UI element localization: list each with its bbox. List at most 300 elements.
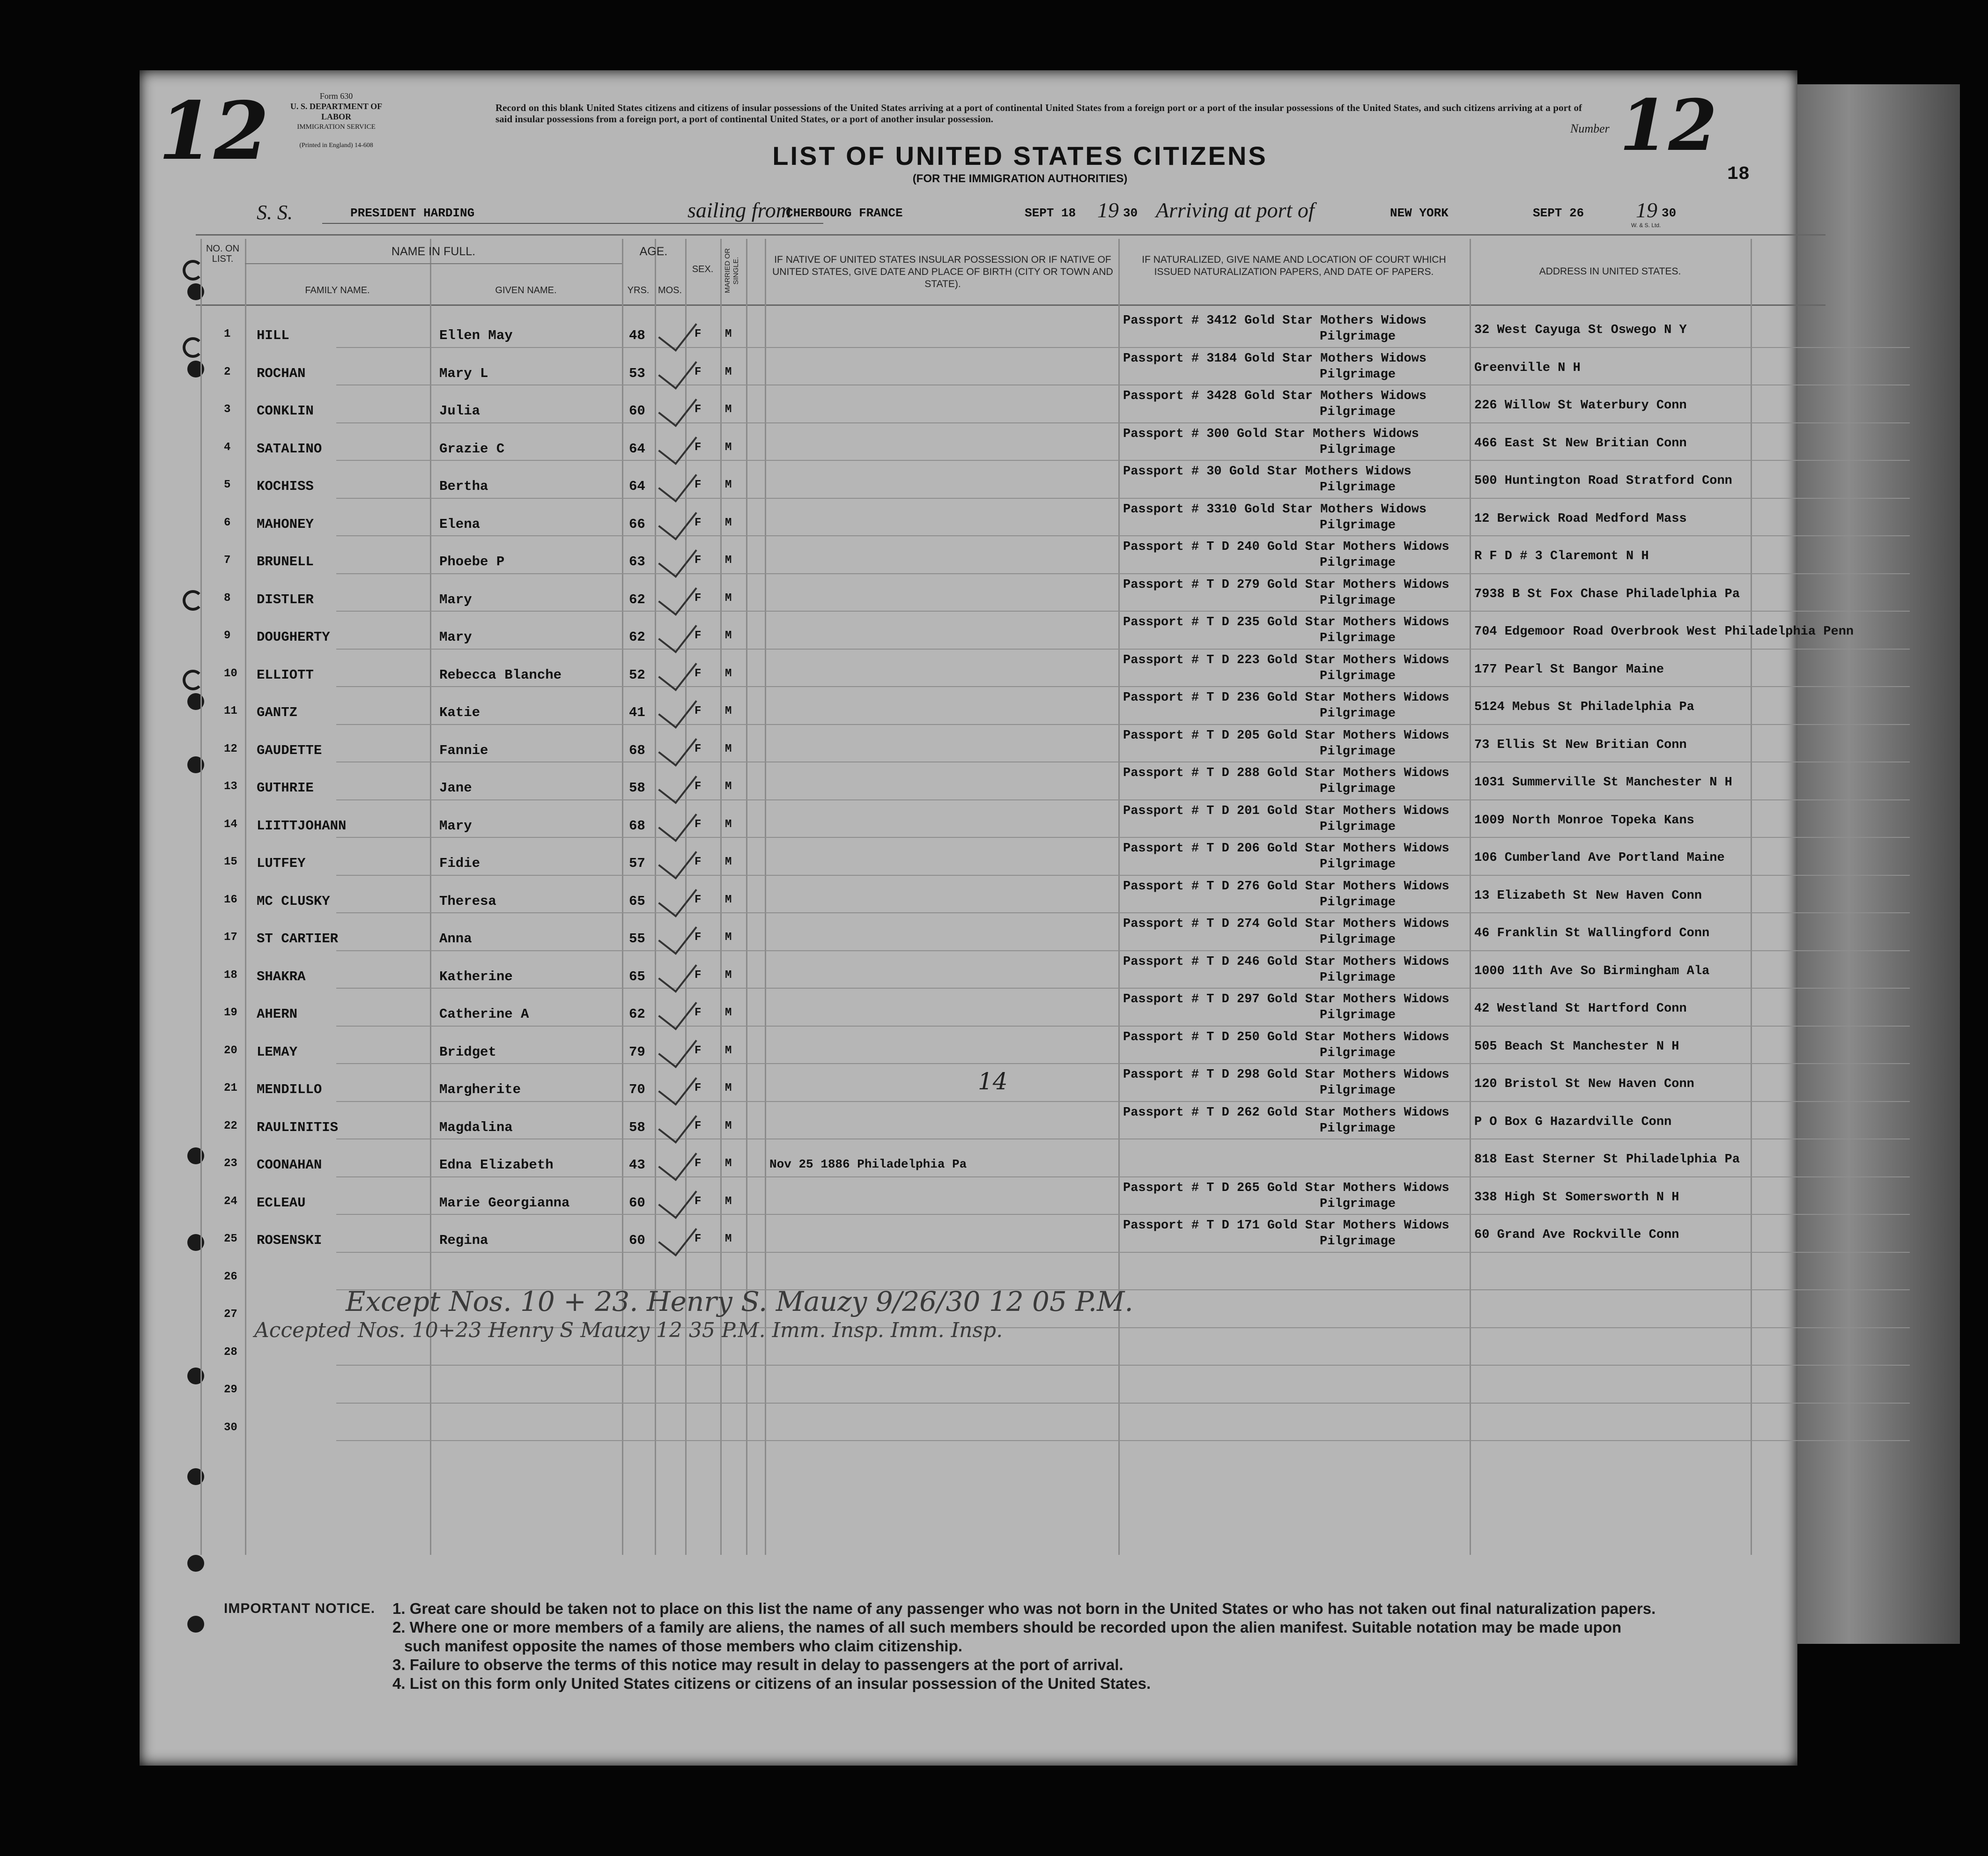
sex: F	[695, 1006, 702, 1019]
checkmark-icon	[658, 876, 697, 917]
arrival-port: NEW YORK	[1390, 206, 1449, 220]
sex: F	[695, 742, 702, 755]
pilgrimage-line: Pilgrimage	[1320, 405, 1396, 419]
family-name: GAUDETTE	[257, 742, 322, 758]
sex: F	[695, 1157, 702, 1170]
row-line	[336, 1214, 1910, 1215]
col-line	[720, 239, 722, 1555]
notice-item-4: 4. List on this form only United States citizens or citizens of an insular possession of the United States.	[392, 1675, 1151, 1692]
family-name: MAHONEY	[257, 516, 314, 532]
form-service: IMMIGRATION SERVICE	[297, 123, 376, 131]
given-name: Bridget	[439, 1044, 496, 1060]
sex: F	[695, 554, 702, 567]
age-years: 64	[629, 441, 645, 457]
given-name: Mary L	[439, 365, 488, 381]
passport-line: Passport # T D 288 Gold Star Mothers Widows	[1123, 766, 1449, 780]
row-number: 25	[224, 1233, 237, 1245]
row-number: 30	[224, 1421, 237, 1434]
pilgrimage-line: Pilgrimage	[1320, 481, 1396, 495]
family-name: BRUNELL	[257, 554, 314, 569]
form-department: U. S. DEPARTMENT OF LABOR	[290, 102, 383, 121]
passport-line: Passport # T D 240 Gold Star Mothers Widows	[1123, 540, 1449, 554]
sex: F	[695, 856, 702, 868]
age-years: 66	[629, 516, 645, 532]
address: 32 West Cayuga St Oswego N Y	[1474, 323, 1687, 337]
row-line	[336, 912, 1910, 913]
sex: F	[695, 441, 702, 454]
checkmark-icon	[658, 575, 697, 616]
sex: F	[695, 893, 702, 906]
address: P O Box G Hazardville Conn	[1474, 1115, 1672, 1129]
col-line	[1470, 239, 1471, 1555]
passport-line: Passport # T D 297 Gold Star Mothers Widows	[1123, 992, 1449, 1006]
row-line	[336, 686, 1910, 687]
passport-line: Passport # T D 223 Gold Star Mothers Widows	[1123, 653, 1449, 667]
family-name: HILL	[257, 328, 289, 343]
passport-line: Passport # T D 250 Gold Star Mothers Widows	[1123, 1030, 1449, 1044]
row-number: 1	[224, 328, 231, 340]
row-number: 28	[224, 1346, 237, 1359]
pilgrimage-line: Pilgrimage	[1320, 820, 1396, 834]
col-line	[765, 239, 766, 1555]
form-instruction: Record on this blank United States citizens and citizens of insular possessions of the United States arriving at a port of continental United States from a foreign port or a port of the insular possessions of the United States, and such citizens arriving at a port of said insular possessions from a foreign port, a port of continental United States, or a port of another insular possession.	[495, 102, 1582, 125]
marital-status: M	[725, 516, 732, 529]
address: 177 Pearl St Bangor Maine	[1474, 662, 1664, 677]
family-name: LIITTJOHANN	[257, 818, 347, 834]
ship-underline	[322, 223, 823, 224]
sex: F	[695, 403, 702, 416]
col-header-given: GIVEN NAME.	[495, 285, 557, 296]
row-number: 19	[224, 1006, 237, 1019]
sex: F	[695, 516, 702, 529]
notice-title: IMPORTANT NOTICE.	[224, 1601, 376, 1616]
family-name: ROSENSKI	[257, 1233, 322, 1248]
given-name: Marie Georgianna	[439, 1195, 570, 1211]
family-name: SATALINO	[257, 441, 322, 457]
age-years: 79	[629, 1044, 645, 1060]
address: 46 Franklin St Wallingford Conn	[1474, 926, 1710, 940]
checkmark-icon	[658, 763, 697, 804]
departure-port: CHERBOURG FRANCE	[786, 206, 903, 220]
sex: F	[695, 705, 702, 717]
pilgrimage-line: Pilgrimage	[1320, 1046, 1396, 1060]
row-number: 10	[224, 667, 237, 680]
pilgrimage-line: Pilgrimage	[1320, 1235, 1396, 1249]
checkmark-icon	[658, 989, 697, 1030]
family-name: ELLIOTT	[257, 667, 314, 683]
passport-line: Passport # T D 235 Gold Star Mothers Widows	[1123, 615, 1449, 629]
given-name: Magdalina	[439, 1119, 513, 1135]
address: 500 Huntington Road Stratford Conn	[1474, 474, 1732, 488]
row-number: 2	[224, 365, 231, 378]
passport-line: Passport # T D 276 Gold Star Mothers Widows	[1123, 879, 1449, 894]
address: 73 Ellis St New Britian Conn	[1474, 738, 1687, 752]
address: 42 Westland St Hartford Conn	[1474, 1002, 1687, 1016]
col-header-sex: SEX.	[692, 264, 714, 274]
passport-line: Passport # 3184 Gold Star Mothers Widows	[1123, 351, 1427, 366]
sex: F	[695, 365, 702, 378]
col-header-age: AGE.	[639, 245, 668, 258]
col-header-naturalized: IF NATURALIZED, GIVE NAME AND LOCATION OF COURT WHICH ISSUED NATURALIZATION PAPERS, AND DATE OF PAPERS.	[1142, 254, 1446, 277]
pilgrimage-line: Pilgrimage	[1320, 970, 1396, 985]
passport-line: Passport # 3412 Gold Star Mothers Widows	[1123, 314, 1427, 328]
row-line	[336, 573, 1910, 574]
row-number: 26	[224, 1270, 237, 1283]
address: 120 Bristol St New Haven Conn	[1474, 1077, 1694, 1091]
passport-line: Passport # T D 262 Gold Star Mothers Widows	[1123, 1105, 1449, 1120]
marital-status: M	[725, 592, 732, 605]
family-name: MC CLUSKY	[257, 893, 330, 909]
pilgrimage-line: Pilgrimage	[1320, 669, 1396, 683]
checkmark-icon	[658, 801, 697, 842]
sex: F	[695, 479, 702, 491]
given-name: Grazie C	[439, 441, 505, 457]
age-years: 41	[629, 705, 645, 720]
sex: F	[695, 818, 702, 831]
row-line	[336, 875, 1910, 876]
sex: F	[695, 1233, 702, 1245]
pilgrimage-line: Pilgrimage	[1320, 1197, 1396, 1211]
given-name: Ellen May	[439, 328, 513, 343]
departure-year: 30	[1123, 206, 1138, 220]
age-years: 52	[629, 667, 645, 683]
passport-line: Passport # T D 274 Gold Star Mothers Widows	[1123, 917, 1449, 931]
checkmark-icon	[658, 386, 697, 427]
col-header-family: FAMILY NAME.	[305, 285, 370, 296]
marital-status: M	[725, 554, 732, 567]
age-years: 62	[629, 1006, 645, 1022]
checkmark-icon	[658, 1178, 697, 1219]
age-years: 64	[629, 479, 645, 494]
row-number: 5	[224, 479, 231, 491]
given-name: Fidie	[439, 856, 480, 871]
ship-name: PRESIDENT HARDING	[350, 206, 475, 220]
marital-status: M	[725, 742, 732, 755]
family-name: GUTHRIE	[257, 780, 314, 796]
given-name: Theresa	[439, 893, 496, 909]
row-line	[336, 950, 1910, 951]
pilgrimage-line: Pilgrimage	[1320, 1121, 1396, 1136]
sex: F	[695, 1119, 702, 1132]
row-number: 4	[224, 441, 231, 454]
col-line	[622, 239, 623, 1555]
passport-line: Passport # T D 171 Gold Star Mothers Widows	[1123, 1219, 1449, 1233]
address: 818 East Sterner St Philadelphia Pa	[1474, 1153, 1740, 1167]
passport-line: Passport # T D 265 Gold Star Mothers Widows	[1123, 1181, 1449, 1195]
marital-status: M	[725, 969, 732, 982]
notice-item-2: 2. Where one or more members of a family are aliens, the names of all such members should be recorded upon the alien manifest. Suitable notation may be made upon	[392, 1619, 1622, 1636]
age-years: 62	[629, 629, 645, 645]
marital-status: M	[725, 1233, 732, 1245]
family-name: AHERN	[257, 1006, 298, 1022]
address: 226 Willow St Waterbury Conn	[1474, 399, 1687, 413]
row-line	[336, 422, 1910, 423]
age-years: 60	[629, 1195, 645, 1211]
passport-line: Passport # 3428 Gold Star Mothers Widows	[1123, 389, 1427, 403]
pilgrimage-line: Pilgrimage	[1320, 631, 1396, 645]
family-name: KOCHISS	[257, 479, 314, 494]
row-number: 17	[224, 931, 237, 944]
exception-note: Except Nos. 10 + 23. Henry S. Mauzy 9/26/30 12 05 P.M.	[346, 1286, 1133, 1317]
age-years: 60	[629, 403, 645, 419]
pilgrimage-line: Pilgrimage	[1320, 707, 1396, 721]
pilgrimage-line: Pilgrimage	[1320, 443, 1396, 457]
given-name: Mary	[439, 629, 472, 645]
address: Greenville N H	[1474, 361, 1581, 375]
family-name: CONKLIN	[257, 403, 314, 419]
given-name: Margherite	[439, 1082, 521, 1097]
passport-line: Passport # 30 Gold Star Mothers Widows	[1123, 465, 1412, 479]
row-number: 18	[224, 969, 237, 982]
acceptance-note: Accepted Nos. 10+23 Henry S Mauzy 12 35 P.M. Imm. Insp. Imm. Insp.	[254, 1318, 1003, 1342]
checkmark-icon	[658, 650, 697, 691]
number-label: Number	[1570, 122, 1610, 135]
family-name: MENDILLO	[257, 1082, 322, 1097]
marital-status: M	[725, 818, 732, 831]
col-header-married: MARRIED OR SINGLE.	[724, 248, 740, 293]
row-number: 29	[224, 1383, 237, 1396]
address: 466 East St New Britian Conn	[1474, 436, 1687, 451]
address: 1009 North Monroe Topeka Kans	[1474, 813, 1694, 828]
marital-status: M	[725, 365, 732, 378]
row-line	[336, 498, 1910, 499]
row-number: 9	[224, 629, 231, 642]
row-line	[336, 1026, 1910, 1027]
pilgrimage-line: Pilgrimage	[1320, 556, 1396, 570]
col-header-name: NAME IN FULL.	[391, 245, 476, 258]
pilgrimage-line: Pilgrimage	[1320, 858, 1396, 872]
address: 505 Beach St Manchester N H	[1474, 1039, 1679, 1054]
age-years: 65	[629, 969, 645, 984]
row-number: 23	[224, 1157, 237, 1170]
marital-status: M	[725, 1082, 732, 1094]
marital-status: M	[725, 780, 732, 793]
checkmark-icon	[658, 1140, 697, 1181]
row-line	[336, 837, 1910, 838]
marital-status: M	[725, 1119, 732, 1132]
departure-date: SEPT 18	[1025, 206, 1076, 220]
checkmark-icon	[658, 348, 697, 390]
address: 13 Elizabeth St New Haven Conn	[1474, 888, 1702, 903]
given-name: Fannie	[439, 742, 488, 758]
row-line	[336, 611, 1910, 612]
notice-item-3: 3. Failure to observe the terms of this notice may result in delay to passengers at the port of arrival.	[392, 1656, 1123, 1673]
age-years: 43	[629, 1157, 645, 1173]
marital-status: M	[725, 328, 732, 340]
address: R F D # 3 Claremont N H	[1474, 549, 1649, 563]
row-number: 12	[224, 742, 237, 755]
birth-info: Nov 25 1886 Philadelphia Pa	[769, 1157, 967, 1171]
address: 704 Edgemoor Road Overbrook West Philadelphia Penn	[1474, 625, 1854, 639]
address: 7938 B St Fox Chase Philadelphia Pa	[1474, 587, 1740, 601]
age-years: 62	[629, 592, 645, 607]
row-line	[336, 347, 1910, 348]
row-number: 14	[224, 818, 237, 831]
checkmark-icon	[658, 612, 697, 653]
sex: F	[695, 667, 702, 680]
given-name: Elena	[439, 516, 480, 532]
address: 60 Grand Ave Rockville Conn	[1474, 1228, 1679, 1242]
col-header-mos: MOS.	[658, 285, 682, 296]
marital-status: M	[725, 705, 732, 717]
age-years: 60	[629, 1233, 645, 1248]
age-years: 57	[629, 856, 645, 871]
sex: F	[695, 931, 702, 944]
col-header-address: ADDRESS IN UNITED STATES.	[1539, 266, 1681, 277]
address: 1000 11th Ave So Birmingham Ala	[1474, 964, 1710, 978]
page-subtitle: (FOR THE IMMIGRATION AUTHORITIES)	[912, 172, 1128, 185]
marital-status: M	[725, 629, 732, 642]
row-line	[336, 1365, 1910, 1366]
pilgrimage-line: Pilgrimage	[1320, 330, 1396, 344]
punch-hole-icon	[187, 1555, 204, 1572]
passport-line: Passport # T D 205 Gold Star Mothers Widows	[1123, 728, 1449, 743]
row-number: 13	[224, 780, 237, 793]
pilgrimage-line: Pilgrimage	[1320, 1084, 1396, 1098]
table-top-border	[196, 234, 1825, 236]
given-name: Phoebe P	[439, 554, 505, 569]
given-name: Katie	[439, 705, 480, 720]
row-number: 20	[224, 1044, 237, 1057]
checkmark-icon	[658, 725, 697, 767]
marital-status: M	[725, 856, 732, 868]
passport-line: Passport # T D 236 Gold Star Mothers Widows	[1123, 691, 1449, 705]
age-years: 68	[629, 818, 645, 834]
family-name: DISTLER	[257, 592, 314, 607]
marital-status: M	[725, 479, 732, 491]
row-number: 15	[224, 856, 237, 868]
row-number: 21	[224, 1082, 237, 1094]
given-name: Rebecca Blanche	[439, 667, 562, 683]
marital-status: M	[725, 893, 732, 906]
address: 5124 Mebus St Philadelphia Pa	[1474, 700, 1694, 714]
family-name: LUTFEY	[257, 856, 306, 871]
marital-status: M	[725, 1195, 732, 1208]
col-line	[245, 239, 246, 1555]
pilgrimage-line: Pilgrimage	[1320, 1008, 1396, 1022]
address: 12 Berwick Road Medford Mass	[1474, 511, 1687, 526]
page-stamp: 18	[1727, 164, 1750, 185]
family-name: GANTZ	[257, 705, 298, 720]
family-name: ST CARTIER	[257, 931, 339, 946]
manifest-sheet	[140, 70, 1854, 1766]
row-line	[336, 649, 1910, 650]
checkmark-icon	[658, 914, 697, 955]
col-header-no: NO. ON LIST.	[206, 244, 240, 264]
margin-number: 14	[978, 1068, 1008, 1095]
col-line	[746, 239, 747, 1555]
notice-item-2-cont: such manifest opposite the names of those members who claim citizenship.	[404, 1637, 962, 1655]
address: 106 Cumberland Ave Portland Maine	[1474, 851, 1725, 865]
marital-status: M	[725, 667, 732, 680]
departure-year-label: 19	[1097, 198, 1119, 222]
given-name: Mary	[439, 818, 472, 834]
name-subline	[245, 263, 622, 264]
col-line	[655, 239, 656, 1555]
passport-line: Passport # 300 Gold Star Mothers Widows	[1123, 427, 1419, 441]
sex: F	[695, 969, 702, 982]
row-number: 16	[224, 893, 237, 906]
page-handwritten-number: 12	[158, 84, 269, 178]
arriving-label: Arriving at port of	[1156, 198, 1315, 222]
age-years: 48	[629, 328, 645, 343]
family-name: ROCHAN	[257, 365, 306, 381]
checkmark-icon	[658, 952, 697, 993]
family-name: DOUGHERTY	[257, 629, 330, 645]
checkmark-icon	[658, 688, 697, 729]
pilgrimage-line: Pilgrimage	[1320, 895, 1396, 910]
checkmark-icon	[658, 311, 697, 352]
checkmark-icon	[658, 1065, 697, 1106]
checkmark-icon	[658, 1102, 697, 1144]
row-number: 8	[224, 592, 231, 605]
row-line	[336, 988, 1910, 989]
age-years: 65	[629, 893, 645, 909]
passport-line: Passport # T D 279 Gold Star Mothers Widows	[1123, 577, 1449, 592]
form-printed: (Printed in England) 14-608	[299, 142, 373, 149]
row-number: 3	[224, 403, 231, 416]
row-line	[336, 460, 1910, 461]
passport-line: Passport # T D 246 Gold Star Mothers Widows	[1123, 954, 1449, 969]
underlying-page-edge	[1775, 84, 1960, 1644]
sex: F	[695, 1044, 702, 1057]
age-years: 58	[629, 1119, 645, 1135]
marital-status: M	[725, 1157, 732, 1170]
checkmark-icon	[658, 838, 697, 880]
family-name: ECLEAU	[257, 1195, 306, 1211]
checkmark-icon	[658, 1215, 697, 1257]
row-line	[336, 1101, 1910, 1102]
age-years: 70	[629, 1082, 645, 1097]
marital-status: M	[725, 403, 732, 416]
given-name: Jane	[439, 780, 472, 796]
passport-line: Passport # T D 201 Gold Star Mothers Widows	[1123, 804, 1449, 818]
sex: F	[695, 1082, 702, 1094]
col-line	[1118, 239, 1120, 1555]
row-line	[336, 535, 1910, 536]
family-name: LEMAY	[257, 1044, 298, 1060]
given-name: Catherine A	[439, 1006, 529, 1022]
row-number: 6	[224, 516, 231, 529]
row-line	[336, 1403, 1910, 1404]
family-name: COONAHAN	[257, 1157, 322, 1173]
pilgrimage-line: Pilgrimage	[1320, 744, 1396, 759]
given-name: Katherine	[439, 969, 513, 984]
row-line	[336, 1252, 1910, 1253]
passport-line: Passport # T D 206 Gold Star Mothers Widows	[1123, 842, 1449, 856]
col-header-yrs: YRS.	[627, 285, 650, 296]
passport-line: Passport # T D 298 Gold Star Mothers Widows	[1123, 1068, 1449, 1082]
row-line	[336, 799, 1910, 800]
col-header-birth: IF NATIVE OF UNITED STATES INSULAR POSSESSION OR IF NATIVE OF UNITED STATES, GIVE DATE AND PLACE OF BIRTH (CITY OR TOWN AND STATE).	[772, 254, 1113, 289]
family-name: SHAKRA	[257, 969, 306, 984]
given-name: Regina	[439, 1233, 488, 1248]
printer-mark: W. & S. Ltd.	[1631, 222, 1661, 229]
age-years: 53	[629, 365, 645, 381]
checkmark-icon	[658, 461, 697, 503]
row-line	[336, 724, 1910, 725]
col-line	[430, 239, 431, 1555]
sailing-label: sailing from	[687, 198, 791, 222]
notice-item-1: 1. Great care should be taken not to place on this list the name of any passenger who was not born in the United States or who has not taken out final naturalization papers.	[392, 1600, 1656, 1617]
given-name: Anna	[439, 931, 472, 946]
pilgrimage-line: Pilgrimage	[1320, 367, 1396, 382]
form-number: Form 630	[319, 91, 353, 101]
pilgrimage-line: Pilgrimage	[1320, 782, 1396, 796]
row-number: 22	[224, 1119, 237, 1132]
sex: F	[695, 592, 702, 605]
marital-status: M	[725, 1044, 732, 1057]
